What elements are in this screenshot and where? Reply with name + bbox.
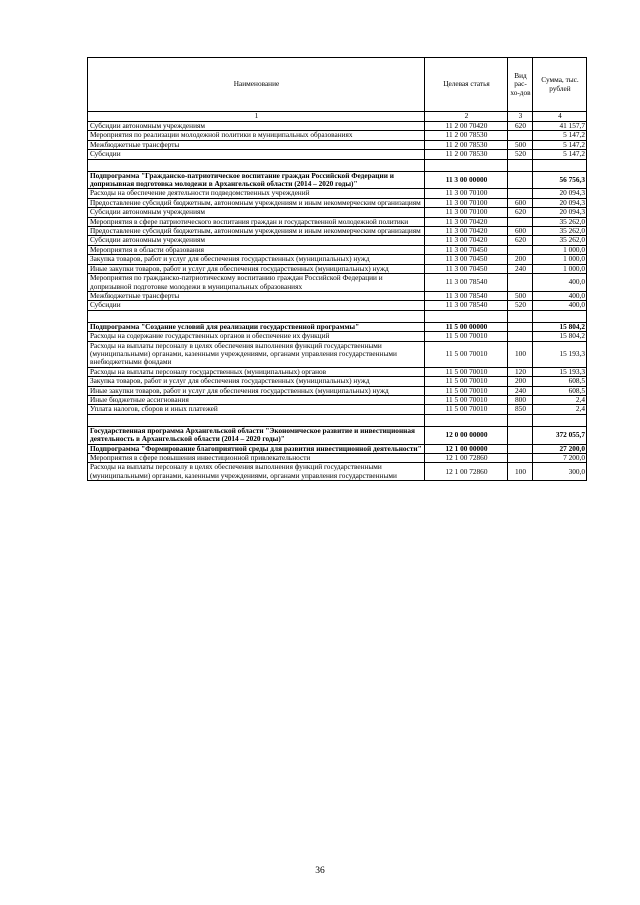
row-name-cell: Субсидии автономным учреждениям: [88, 122, 425, 131]
row-code-cell: 12 1 00 72860: [425, 454, 508, 463]
row-name-cell: Мероприятия в сфере повышения инвестиционной привлекательности: [88, 454, 425, 463]
row-code-cell: 11 5 00 70010: [425, 377, 508, 386]
row-sum-cell: 20 094,3: [533, 189, 587, 198]
table-header-row: [88, 58, 587, 112]
row-kind-cell: [508, 189, 533, 198]
row-kind-cell: 120: [508, 367, 533, 376]
row-kind-cell: 240: [508, 264, 533, 273]
row-code-cell: 11 3 00 78540: [425, 301, 508, 310]
table-body: [88, 122, 587, 481]
spacer-cell: [425, 414, 508, 426]
row-name-cell: Расходы на выплаты персоналу в целях обеспечения выполнения функций государственными (муниципальными) органами, казенными учреждениями, органами управления государственными внебюджетными фондами: [88, 341, 425, 367]
row-name-cell: Расходы на выплаты персоналу государственных (муниципальных) органов: [88, 367, 425, 376]
row-sum-cell: 35 262,0: [533, 236, 587, 245]
column-number: 4: [533, 112, 587, 122]
row-kind-cell: 620: [508, 208, 533, 217]
spacer-cell: [533, 159, 587, 171]
row-code-cell: 11 3 00 70100: [425, 189, 508, 198]
row-kind-cell: 620: [508, 122, 533, 131]
table-row: [88, 131, 587, 140]
row-kind-cell: 520: [508, 301, 533, 310]
row-code-cell: 12 1 00 00000: [425, 444, 508, 453]
header-sum: Сумма, тыс. рублей: [533, 58, 587, 112]
row-sum-cell: 400,0: [533, 274, 587, 292]
row-name-cell: Субсидии: [88, 301, 425, 310]
row-code-cell: 12 1 00 72860: [425, 463, 508, 481]
spacer-row: [88, 159, 587, 171]
spacer-cell: [88, 414, 425, 426]
row-code-cell: 11 3 00 78540: [425, 291, 508, 300]
row-sum-cell: 2,4: [533, 405, 587, 414]
row-sum-cell: 5 147,2: [533, 131, 587, 140]
table-row: [88, 140, 587, 149]
row-sum-cell: 15 804,2: [533, 332, 587, 341]
row-sum-cell: 15 193,3: [533, 341, 587, 367]
row-code-cell: 11 5 00 00000: [425, 322, 508, 331]
row-sum-cell: 5 147,2: [533, 140, 587, 149]
row-code-cell: 11 3 00 70420: [425, 236, 508, 245]
row-sum-cell: 20 094,3: [533, 208, 587, 217]
row-name-cell: Подпрограмма "Формирование благоприятной среды для развития инвестиционной деятельности": [88, 444, 425, 453]
row-code-cell: 11 5 00 70010: [425, 341, 508, 367]
row-name-cell: Подпрограмма "Создание условий для реализации государственной программы": [88, 322, 425, 331]
row-name-cell: Государственная программа Архангельской области "Экономическое развитие и инвестиционная деятельность в Архангельской области (2014 – 2020 годы)": [88, 426, 425, 444]
table-row: [88, 332, 587, 341]
row-kind-cell: 850: [508, 405, 533, 414]
row-kind-cell: [508, 444, 533, 453]
row-kind-cell: [508, 454, 533, 463]
row-sum-cell: 1 000,0: [533, 255, 587, 264]
row-sum-cell: 608,5: [533, 386, 587, 395]
column-number: 3: [508, 112, 533, 122]
row-kind-cell: [508, 274, 533, 292]
row-name-cell: Мероприятия в области образования: [88, 245, 425, 254]
table-row: [88, 255, 587, 264]
row-kind-cell: 600: [508, 198, 533, 207]
row-kind-cell: 800: [508, 395, 533, 404]
row-kind-cell: [508, 171, 533, 189]
row-sum-cell: 56 756,3: [533, 171, 587, 189]
row-code-cell: 11 3 00 70450: [425, 255, 508, 264]
row-code-cell: 11 3 00 70450: [425, 264, 508, 273]
row-code-cell: 11 3 00 70450: [425, 245, 508, 254]
table-row: [88, 341, 587, 367]
row-code-cell: 11 3 00 70100: [425, 198, 508, 207]
table-row: [88, 274, 587, 292]
row-sum-cell: 400,0: [533, 291, 587, 300]
row-name-cell: Мероприятия по гражданско-патриотическому воспитанию граждан Российской Федерации и допризывной подготовке молодежи в муниципальных образованиях: [88, 274, 425, 292]
row-sum-cell: 300,0: [533, 463, 587, 481]
row-sum-cell: 1 000,0: [533, 264, 587, 273]
row-sum-cell: 2,4: [533, 395, 587, 404]
spacer-cell: [533, 414, 587, 426]
row-code-cell: 11 2 00 78530: [425, 150, 508, 159]
row-name-cell: Мероприятия в сфере патриотического воспитания граждан и государственной молодежной политики: [88, 217, 425, 226]
row-name-cell: Расходы на обеспечение деятельности подведомственных учреждений: [88, 189, 425, 198]
row-sum-cell: 20 094,3: [533, 198, 587, 207]
row-kind-cell: 200: [508, 377, 533, 386]
row-sum-cell: 372 055,7: [533, 426, 587, 444]
row-code-cell: 11 5 00 70010: [425, 367, 508, 376]
row-code-cell: 11 2 00 78530: [425, 131, 508, 140]
spacer-cell: [88, 159, 425, 171]
spacer-cell: [508, 414, 533, 426]
spacer-row: [88, 310, 587, 322]
header-kind: Вид рас-хо-дов: [508, 58, 533, 112]
row-name-cell: Предоставление субсидий бюджетным, автономным учреждениям и иным некоммерческим организациям: [88, 198, 425, 207]
row-code-cell: 11 3 00 70420: [425, 217, 508, 226]
row-code-cell: 11 5 00 70010: [425, 386, 508, 395]
row-name-cell: Подпрограмма "Гражданско-патриотическое воспитание граждан Российской Федерации и допризывная подготовка молодежи в Архангельской области (2014 – 2020 годы)": [88, 171, 425, 189]
row-sum-cell: 7 200,0: [533, 454, 587, 463]
row-name-cell: Субсидии автономным учреждениям: [88, 236, 425, 245]
row-sum-cell: 15 804,2: [533, 322, 587, 331]
row-name-cell: Межбюджетные трансферты: [88, 140, 425, 149]
row-sum-cell: 608,5: [533, 377, 587, 386]
column-number: 2: [425, 112, 508, 122]
row-sum-cell: 35 262,0: [533, 227, 587, 236]
row-sum-cell: 400,0: [533, 301, 587, 310]
header-article: Целевая статья: [425, 58, 508, 112]
row-name-cell: Субсидии: [88, 150, 425, 159]
row-code-cell: 11 2 00 70420: [425, 122, 508, 131]
row-code-cell: 11 3 00 78540: [425, 274, 508, 292]
table-row: [88, 189, 587, 198]
table-row: [88, 405, 587, 414]
row-kind-cell: 500: [508, 291, 533, 300]
row-code-cell: 11 3 00 00000: [425, 171, 508, 189]
row-kind-cell: [508, 426, 533, 444]
table-row: [88, 301, 587, 310]
row-name-cell: Субсидии автономным учреждениям: [88, 208, 425, 217]
row-code-cell: 11 3 00 70100: [425, 208, 508, 217]
row-name-cell: Межбюджетные трансферты: [88, 291, 425, 300]
row-code-cell: 11 5 00 70010: [425, 405, 508, 414]
column-number-row: [88, 112, 587, 122]
table-row: [88, 291, 587, 300]
spacer-cell: [425, 159, 508, 171]
row-sum-cell: 15 193,3: [533, 367, 587, 376]
column-number: 1: [88, 112, 425, 122]
table-row: [88, 463, 587, 481]
table-row: [88, 236, 587, 245]
header-name: Наименование: [88, 58, 425, 112]
row-sum-cell: 5 147,2: [533, 150, 587, 159]
row-sum-cell: 35 262,0: [533, 217, 587, 226]
row-kind-cell: 500: [508, 140, 533, 149]
row-name-cell: Расходы на выплаты персоналу в целях обеспечения выполнения функций государственными (муниципальными) органами, казенными учреждениями, органами управления государственными: [88, 463, 425, 481]
spacer-cell: [425, 310, 508, 322]
row-sum-cell: 1 000,0: [533, 245, 587, 254]
spacer-cell: [88, 310, 425, 322]
row-code-cell: 11 2 00 78530: [425, 140, 508, 149]
spacer-row: [88, 414, 587, 426]
row-kind-cell: 100: [508, 463, 533, 481]
row-name-cell: Предоставление субсидий бюджетным, автономным учреждениям и иным некоммерческим организациям: [88, 227, 425, 236]
budget-table: [87, 57, 587, 481]
row-name-cell: Иные закупки товаров, работ и услуг для обеспечения государственных (муниципальных) нужд: [88, 264, 425, 273]
table-row: [88, 208, 587, 217]
row-kind-cell: [508, 322, 533, 331]
row-name-cell: Иные бюджетные ассигнования: [88, 395, 425, 404]
row-name-cell: Закупка товаров, работ и услуг для обеспечения государственных (муниципальных) нужд: [88, 377, 425, 386]
row-kind-cell: 100: [508, 341, 533, 367]
budget-table-sheet: [87, 57, 586, 481]
row-kind-cell: 520: [508, 150, 533, 159]
row-kind-cell: 200: [508, 255, 533, 264]
row-kind-cell: 620: [508, 236, 533, 245]
table-row: [88, 377, 587, 386]
spacer-cell: [533, 310, 587, 322]
section-row: [88, 171, 587, 189]
spacer-cell: [508, 159, 533, 171]
row-sum-cell: 41 157,7: [533, 122, 587, 131]
section-row: [88, 426, 587, 444]
page-number: 36: [315, 866, 325, 876]
row-name-cell: Иные закупки товаров, работ и услуг для обеспечения государственных (муниципальных) нужд: [88, 386, 425, 395]
row-name-cell: Закупка товаров, работ и услуг для обеспечения государственных (муниципальных) нужд: [88, 255, 425, 264]
row-kind-cell: 240: [508, 386, 533, 395]
row-name-cell: Расходы на содержание государственных органов и обеспечение их функций: [88, 332, 425, 341]
row-code-cell: 11 5 00 70010: [425, 395, 508, 404]
spacer-cell: [508, 310, 533, 322]
row-code-cell: 11 3 00 70420: [425, 227, 508, 236]
table-row: [88, 150, 587, 159]
row-kind-cell: [508, 332, 533, 341]
row-code-cell: 12 0 00 00000: [425, 426, 508, 444]
row-kind-cell: 600: [508, 227, 533, 236]
row-name-cell: Уплата налогов, сборов и иных платежей: [88, 405, 425, 414]
row-code-cell: 11 5 00 70010: [425, 332, 508, 341]
row-sum-cell: 27 200,0: [533, 444, 587, 453]
row-name-cell: Мероприятия по реализации молодежной политики в муниципальных образованиях: [88, 131, 425, 140]
row-kind-cell: [508, 131, 533, 140]
